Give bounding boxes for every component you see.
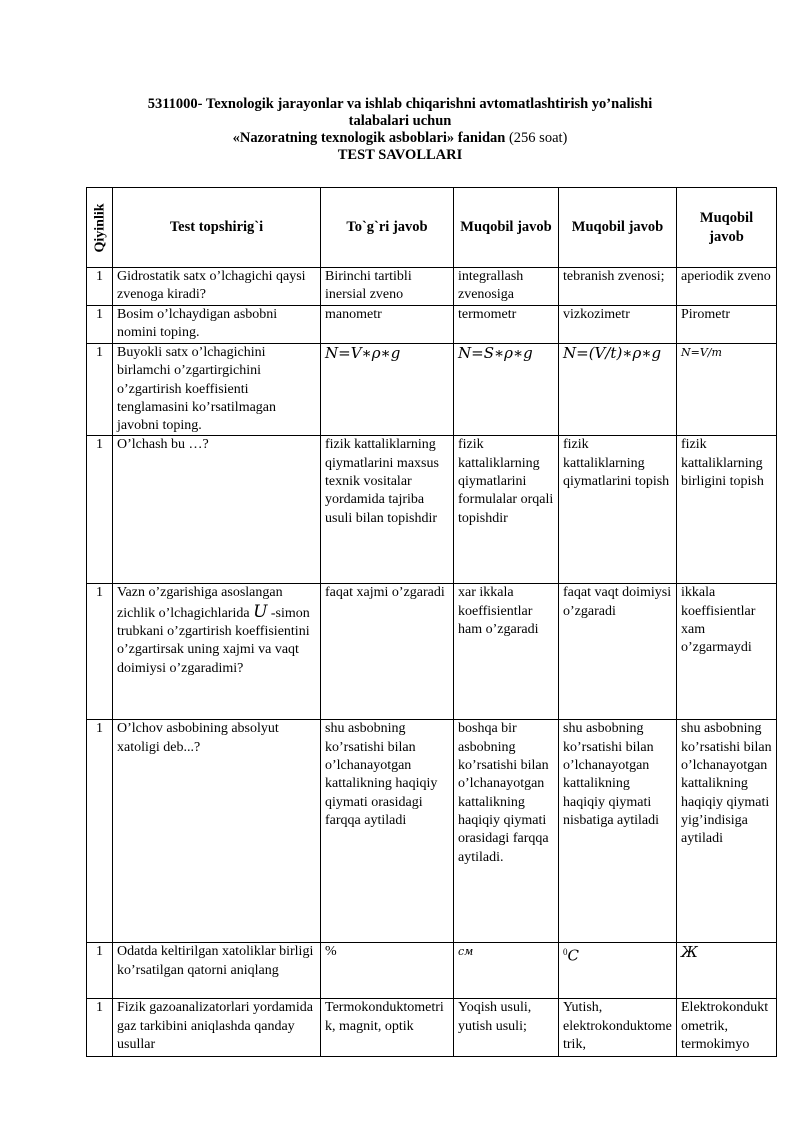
difficulty-cell: 1: [87, 999, 113, 1057]
table-row: [87, 306, 777, 344]
question-cell: O’lchov asbobining absolyut xatoligi deb...?: [113, 720, 321, 943]
course-title: «Nazoratning texnologik asboblari» fanidan: [232, 130, 506, 146]
alt-answer-cell: [454, 943, 559, 999]
difficulty-cell: 1: [87, 306, 113, 344]
alt-answer-cell: fizik kattaliklarning qiymatlarini formulalar orqali topishdir: [454, 436, 559, 584]
formula: N=S∗ρ∗g: [458, 344, 533, 362]
alt-answer-cell: Yutish, elektrokonduktometrik,: [559, 999, 677, 1057]
header-line-3: [0, 130, 800, 147]
alt-answer-cell: aperiodik zveno: [677, 268, 777, 306]
question-cell: Bosim o’lchaydigan asbobni nomini toping.: [113, 306, 321, 344]
correct-answer-cell: Birinchi tartibli inersial zveno: [321, 268, 454, 306]
alt-answer-cell: Pirometr: [677, 306, 777, 344]
question-cell: O’lchash bu …?: [113, 436, 321, 584]
header-task: Test topshirig`i: [113, 188, 321, 268]
formula: N=(V/t)∗ρ∗g: [563, 344, 662, 362]
alt-answer-cell: tebranish zvenosi;: [559, 268, 677, 306]
correct-answer-cell: faqat xajmi o’zgaradi: [321, 584, 454, 720]
question-text-start: Vazn o’zgarishiga asoslangan zichlik o’lchagichlarida: [117, 585, 283, 621]
u-symbol: U: [253, 601, 268, 622]
header-alt-answer-2: Muqobil javob: [559, 188, 677, 268]
question-cell: [113, 584, 321, 720]
unit-symbol: C: [567, 947, 579, 966]
question-cell: Gidrostatik satx o’lchagichi qaysi zvenoga kiradi?: [113, 268, 321, 306]
table-row: [87, 584, 777, 720]
alt-answer-cell: termometr: [454, 306, 559, 344]
alt-answer-cell: [677, 344, 777, 436]
unit-symbol: см: [458, 945, 474, 959]
table-row: [87, 999, 777, 1057]
header-line-4: TEST SAVOLLARI: [337, 147, 463, 163]
header-difficulty: Qiyinlik: [87, 188, 113, 268]
difficulty-cell: 1: [87, 268, 113, 306]
header-alt-answer-1: Muqobil javob: [454, 188, 559, 268]
alt-answer-cell: faqat vaqt doimiysi o’zgaradi: [559, 584, 677, 720]
table-row: [87, 943, 777, 999]
correct-answer-cell: Termokonduktometrik, magnit, optik: [321, 999, 454, 1057]
formula: N=V∗ρ∗g: [325, 344, 401, 362]
alt-answer-cell: shu asbobning ko’rsatishi bilan o’lchanayotgan kattalikning haqiqiy qiymati nisbatiga aytiladi: [559, 720, 677, 943]
alt-answer-cell: [559, 344, 677, 436]
difficulty-cell: 1: [87, 584, 113, 720]
alt-answer-cell: boshqa bir asbobning ko’rsatishi bilan o’lchanayotgan kattalikning haqiqiy qiymati orasidagi farqqa aytiladi.: [454, 720, 559, 943]
alt-answer-cell: shu asbobning ko’rsatishi bilan o’lchanayotgan kattalikning haqiqiy qiymati yig’indisiga aytiladi: [677, 720, 777, 943]
correct-answer-cell: fizik kattaliklarning qiymatlarini maxsus texnik vositalar yordamida tajriba usuli bilan topishdir: [321, 436, 454, 584]
document-header: [0, 96, 800, 164]
table-row: [87, 720, 777, 943]
alt-answer-cell: fizik kattaliklarning birligini topish: [677, 436, 777, 584]
table-row: [87, 268, 777, 306]
correct-answer-cell: %: [321, 943, 454, 999]
question-text-end: -simon trubkani o’zgartirish koeffisientini o’zgartirsak uning xajmi va vaqt doimiysi o’zgaradimi?: [117, 605, 310, 676]
header-correct-answer: To`g`ri javob: [321, 188, 454, 268]
course-hours: (256 soat): [508, 130, 568, 146]
table-row: [87, 344, 777, 436]
difficulty-cell: 1: [87, 720, 113, 943]
test-questions-table: [86, 187, 777, 1057]
header-alt-answer-3: Muqobil javob: [677, 188, 777, 268]
alt-answer-cell: integrallash zvenosiga: [454, 268, 559, 306]
unit-symbol: Ж: [681, 943, 698, 962]
table-row: [87, 436, 777, 584]
alt-answer-cell: Elektrokonduktometrik, termokimyo: [677, 999, 777, 1057]
table-header-row: [87, 188, 777, 268]
question-cell: Odatda keltirilgan xatoliklar birligi ko’rsatilgan qatorni aniqlang: [113, 943, 321, 999]
alt-answer-cell: xar ikkala koeffisientlar ham o’zgaradi: [454, 584, 559, 720]
formula: N=V/m: [681, 346, 722, 359]
question-cell: Buyokli satx o’lchagichini birlamchi o’zgartirgichini o’zgartirish koeffisienti tenglamasini ko’rsatilmagan javobni toping.: [113, 344, 321, 436]
alt-answer-cell: [677, 943, 777, 999]
header-line-2: talabalari uchun: [348, 113, 452, 129]
difficulty-cell: 1: [87, 436, 113, 584]
alt-answer-cell: [559, 943, 677, 999]
correct-answer-cell: shu asbobning ko’rsatishi bilan o’lchanayotgan kattalikning haqiqiy qiymati orasidagi farqqa aytiladi: [321, 720, 454, 943]
difficulty-cell: 1: [87, 344, 113, 436]
alt-answer-cell: vizkozimetr: [559, 306, 677, 344]
correct-answer-cell: [321, 344, 454, 436]
header-line-1: 5311000- Texnologik jarayonlar va ishlab chiqarishni avtomatlashtirish yo’nalishi: [147, 96, 653, 112]
question-cell: Fizik gazoanalizatorlari yordamida gaz tarkibini aniqlashda qanday usullar: [113, 999, 321, 1057]
alt-answer-cell: Yoqish usuli, yutish usuli;: [454, 999, 559, 1057]
correct-answer-cell: manometr: [321, 306, 454, 344]
difficulty-cell: 1: [87, 943, 113, 999]
degree-mark: 0: [563, 947, 568, 958]
alt-answer-cell: fizik kattaliklarning qiymatlarini topish: [559, 436, 677, 584]
alt-answer-cell: ikkala koeffisientlar xam o’zgarmaydi: [677, 584, 777, 720]
alt-answer-cell: [454, 344, 559, 436]
